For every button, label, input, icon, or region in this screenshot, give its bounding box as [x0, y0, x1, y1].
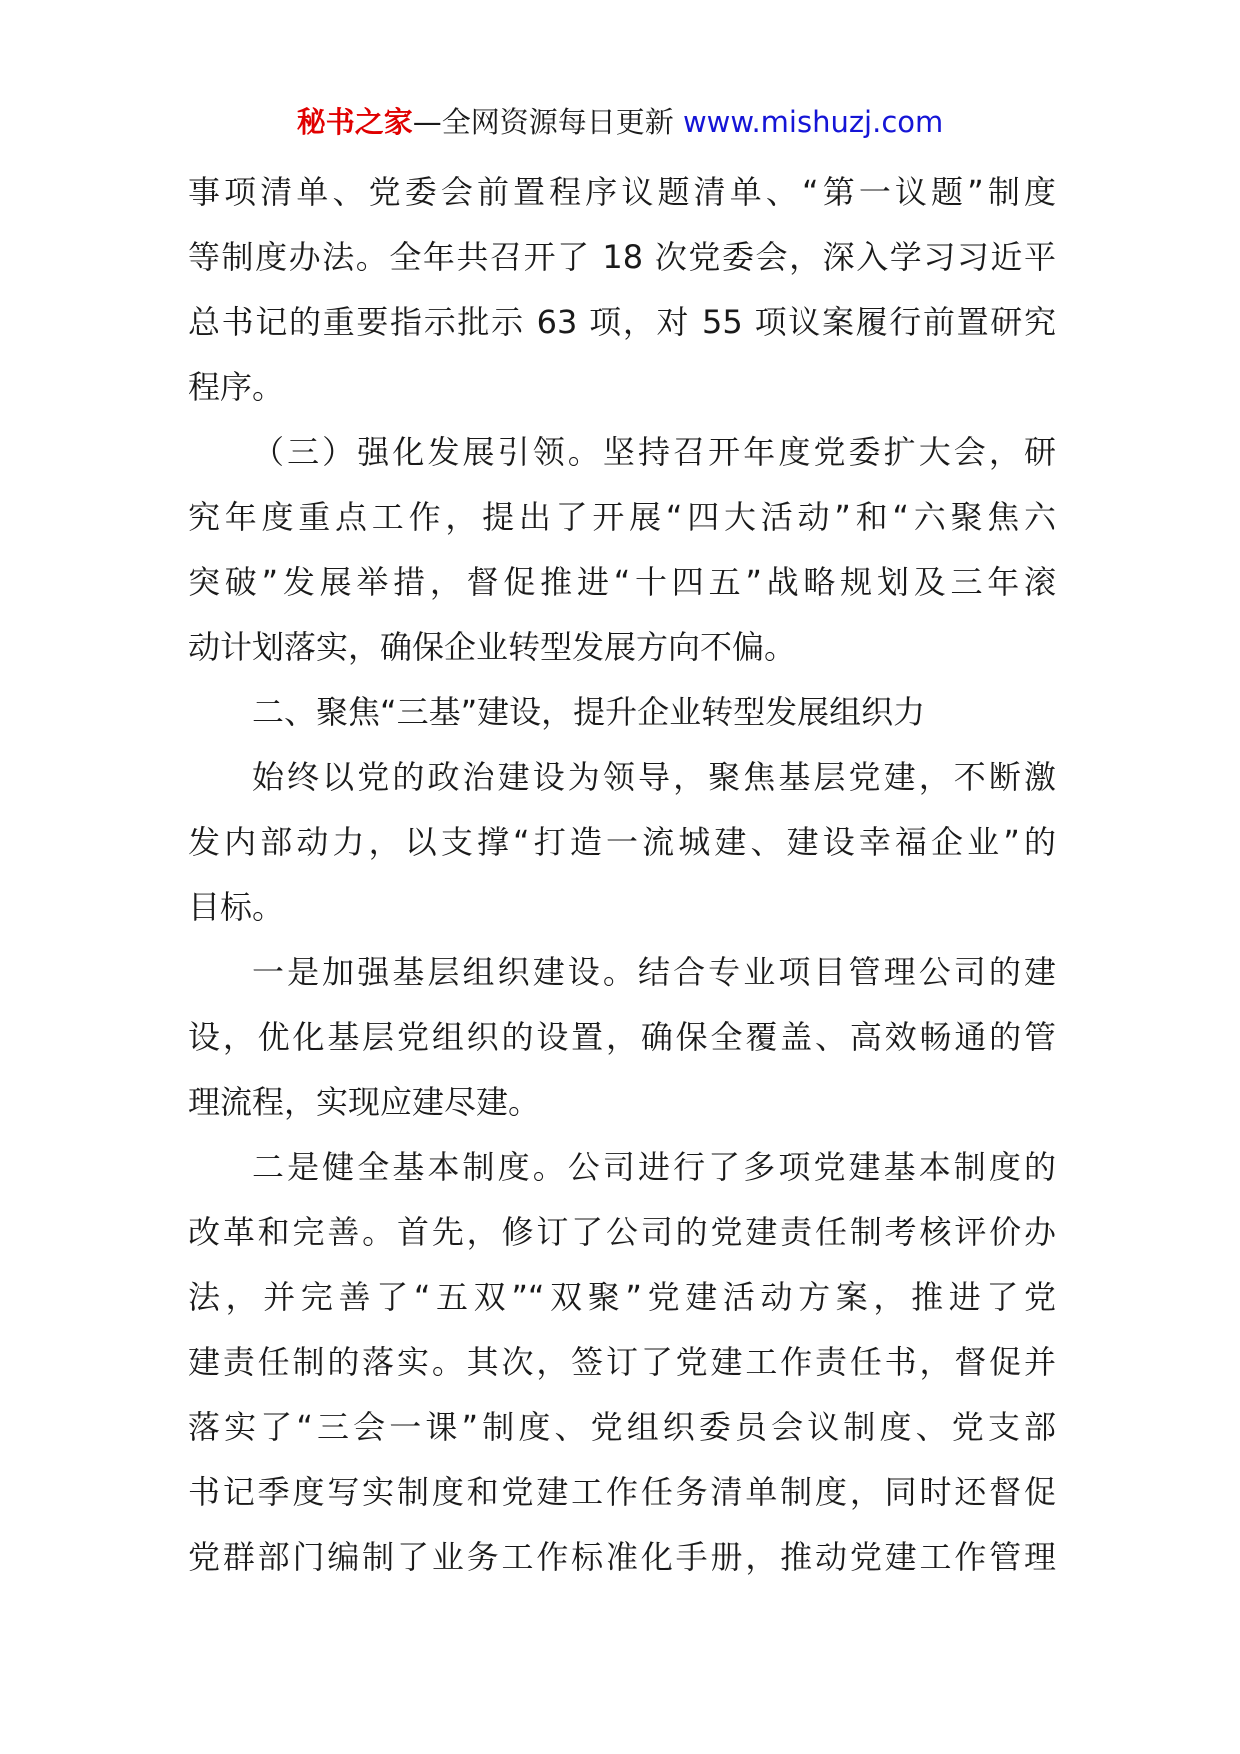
body-line: 总书记的重要指示批示 63 项，对 55 项议案履行前置研究 — [188, 303, 1056, 341]
body-line: 事项清单、党委会前置程序议题清单、“第一议题”制度 — [188, 173, 1056, 211]
body-line: 程序。 — [188, 368, 285, 406]
body-line: 二是健全基本制度。公司进行了多项党建基本制度的 — [252, 1148, 1056, 1186]
page-header — [0, 100, 1240, 144]
header-site-link[interactable]: www.mishuzj.com — [682, 105, 944, 139]
body-line: 法，并完善了“五双”“双聚”党建活动方案，推进了党 — [188, 1278, 1056, 1316]
body-line: 究年度重点工作，提出了开展“四大活动”和“六聚焦六 — [188, 498, 1056, 536]
body-line: 理流程，实现应建尽建。 — [188, 1083, 541, 1121]
body-line: 党群部门编制了业务工作标准化手册，推动党建工作管理 — [188, 1538, 1056, 1576]
body-line: 发内部动力，以支撑“打造一流城建、建设幸福企业”的 — [188, 823, 1056, 861]
body-line: 建责任制的落实。其次，签订了党建工作责任书，督促并 — [188, 1343, 1056, 1381]
section-heading: 二、聚焦“三基”建设，提升企业转型发展组织力 — [252, 693, 926, 731]
body-line: 改革和完善。首先，修订了公司的党建责任制考核评价办 — [188, 1213, 1056, 1251]
document-body — [188, 160, 1056, 1590]
body-line: 设，优化基层党组织的设置，确保全覆盖、高效畅通的管 — [188, 1018, 1056, 1056]
body-line: 突破”发展举措，督促推进“十四五”战略规划及三年滚 — [188, 563, 1056, 601]
body-line: 落实了“三会一课”制度、党组织委员会议制度、党支部 — [188, 1408, 1056, 1446]
body-line: 动计划落实，确保企业转型发展方向不偏。 — [188, 628, 797, 666]
header-brand: 秘书之家 — [296, 105, 413, 139]
body-line: 始终以党的政治建设为领导，聚焦基层党建，不断激 — [252, 758, 1056, 796]
body-line: 目标。 — [188, 888, 285, 926]
body-line: （三）强化发展引领。坚持召开年度党委扩大会，研 — [252, 433, 1056, 471]
body-line: 书记季度写实制度和党建工作任务清单制度，同时还督促 — [188, 1473, 1056, 1511]
body-line: 等制度办法。全年共召开了 18 次党委会，深入学习习近平 — [188, 238, 1056, 276]
body-line: 一是加强基层组织建设。结合专业项目管理公司的建 — [252, 953, 1056, 991]
header-slogan: —全网资源每日更新 — [412, 105, 683, 139]
